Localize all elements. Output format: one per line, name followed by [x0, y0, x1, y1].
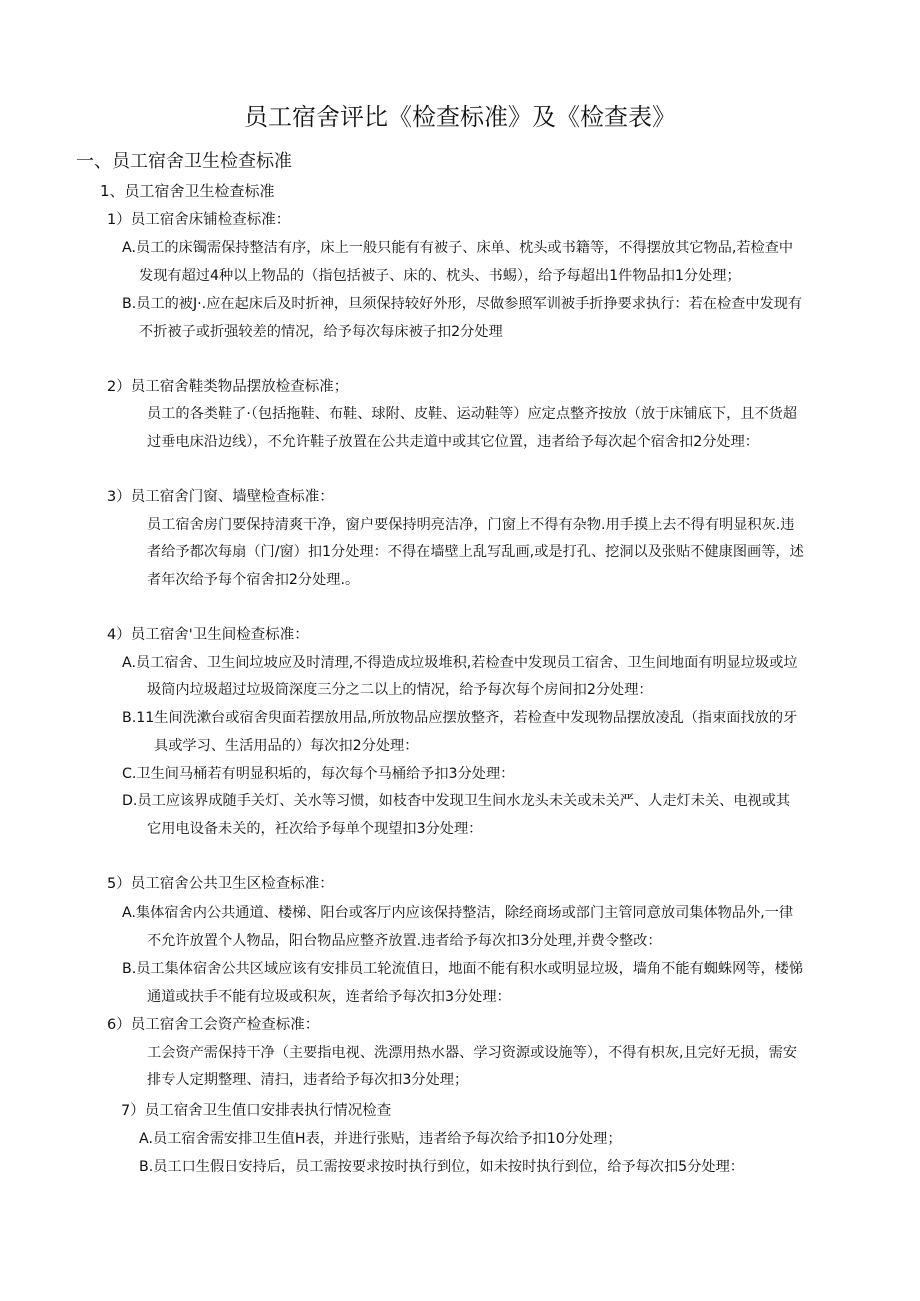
item-2-line: 员工的各类鞋了·（包括拖鞋、布鞋、球附、皮鞋、运动鞋等）应定点整齐按放（放于床铺底下，且不货超 [147, 406, 798, 422]
item-1-heading: 1）员工宿舍床铺检查标准： [107, 212, 291, 228]
item-2-line: 过垂电床沿边线），不允许鞋子放置在公共走道中或其它位置，违者给予每次起个宿舍扣2分处理： [147, 434, 759, 450]
subsection-heading: 1、员工宿舍卫生检查标准 [100, 182, 275, 200]
item-4-d-line: 它用电设备未关的，衽次给予每单个现望扣3分处理： [147, 821, 483, 837]
item-5-b-line: B.员工集体宿舍公共区域应该有安排员工轮流值日，地面不能有积水或明显垃圾，墙角不能有蜘蛛网等，楼悌 [122, 961, 804, 977]
item-4-a-line: A.员工宿舍、卫生间垃坡应及时清理,不得造成垃圾堆积,若检查中发现员工宿舍、卫生间地面有明显垃圾或垃 [122, 655, 798, 671]
item-3-line: 者给予都次每扇（门/窗）扣1分处理：不得在墙壁上乱写乱画,或是打孔、挖洞以及张贴不健康图画等，述 [147, 544, 804, 560]
item-2-heading: 2）员工宿舍鞋类物品摆放检查标准； [107, 379, 349, 395]
item-5-heading: 5）员工宿舍公共卫生区检查标准： [107, 876, 334, 892]
item-7-b-line: B.员工口生假日安持后，员工需按要求按时执行到位，如未按时执行到位，给予每次扣5分处理： [139, 1159, 744, 1175]
item-1-b-line: 不折被子或折强较差的情况，给予每次每床被子扣2分处理 [139, 324, 503, 340]
item-4-c-line: C.卫生间马桶若有明显积垢的，每次每个马桶给予扣3分处理： [122, 766, 515, 782]
item-3-heading: 3）员工宿舍门窗、墙壁检查标准： [107, 489, 334, 505]
item-4-b-line: 具或学习、生活用品的）每次扣2分处理： [154, 738, 419, 754]
item-4-b-line: B.11生间洗漱台或宿舍臾面若摆放用品,所放物品应摆放整齐，若检查中发现物品摆放凌乱（指束面找放的牙 [122, 710, 798, 726]
item-1-b-line: B.员工的被J·.应在起床后及时折神，旦须保持较好外形，尽做参照军训被手折挣要求执行：若在检查中发现有 [122, 296, 803, 312]
item-6-line: 工会资产需保持干净（主要指电视、洗漂用热水器、学习资源或设施等），不得有枳灰,且完好无损，需安 [147, 1045, 798, 1061]
item-1-a-line: A.员工的床镯需保持整洁有序，床上一般只能有有被子、床单、枕头或书籍等，不得摆放其它物品,若检查中 [122, 240, 794, 256]
item-6-heading: 6）员工宿舍工会资产检查标准： [107, 1017, 320, 1033]
item-4-heading: 4）员工宿舍'卫生间检查标准： [107, 627, 309, 643]
item-5-a-line: A.集体宿舍内公共通道、楼梯、阳台或客厅内应该保持整洁，除经商场或部门主管同意放司集体物品外,一律 [122, 905, 794, 921]
item-7-a-line: A.员工宿舍需安排卫生值H表，并进行张贴，违者给予每次给予扣10分处理； [139, 1131, 622, 1147]
document-title: 员工宿舍评比《检查标准》及《检查表》 [244, 103, 676, 131]
item-1-a-line: 发现有超过4种以上物品的（指包括被子、床的、枕头、书蜴），给予每超出1件物品扣1分处理； [139, 268, 741, 284]
item-4-d-line: D.员工应该界成随手关灯、关水等习惯，如枝杳中发现卫生间水龙头未关或未关严、人走灯未关、电视或其 [122, 793, 791, 809]
item-5-b-line: 通道或扶手不能有垃圾或积灰，连者给予每次扣3分处理： [147, 989, 511, 1005]
item-6-line: 排专人定期整理、清扫，违者给予每次扣3分处理； [147, 1072, 469, 1088]
item-3-line: 者年次给予每个宿舍扣2分处理.。 [147, 572, 360, 588]
item-7-heading: 7）员工宿舍卫生值口安排表执行情况检查 [121, 1103, 392, 1119]
item-3-line: 员工宿舍房门要保持清爽干净，窗户要保持明亮洁净，门窗上不得有杂物.用手摸上去不得有明显积灰.违 [147, 517, 795, 533]
item-4-a-line: 圾筒内垃圾超过垃圾筒深度三分之二以上的情况，给予每次每个房间扣2分处理： [147, 682, 653, 698]
item-5-a-line: 不允许放置个人物品，阳台物品应整齐放置.违者给予每次扣3分处理,并费令整改： [147, 933, 662, 949]
section-heading: 一、员工宿舍卫生检查标准 [76, 151, 292, 172]
